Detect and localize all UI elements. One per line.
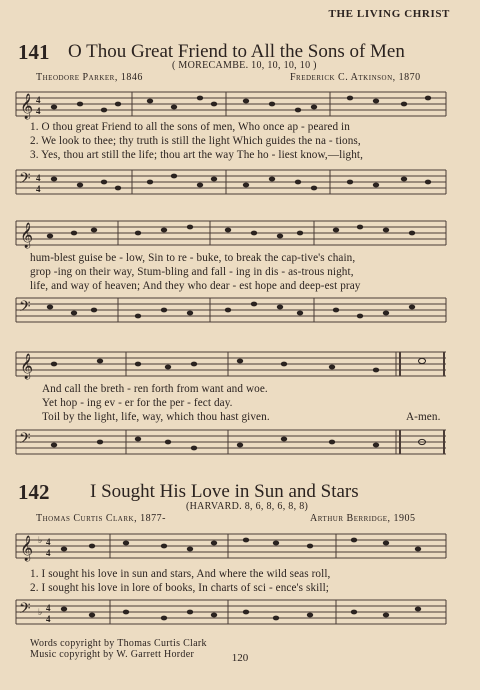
svg-text:4: 4	[46, 548, 51, 558]
svg-text:♭: ♭	[38, 535, 43, 545]
svg-text:𝄢: 𝄢	[19, 298, 31, 319]
composer-credit: Frederick C. Atkinson, 1870	[290, 72, 421, 83]
lyric-line: 1. O thou great Friend to all the sons of men, Who once ap - peared in	[30, 121, 350, 133]
page-number: 120	[231, 652, 249, 664]
svg-text:𝄞: 𝄞	[20, 223, 34, 248]
lyric-line: hum-blest guise be - low, Sin to re - buke, to break the cap-tive's chain,	[30, 252, 356, 264]
music-staff-treble	[14, 528, 448, 564]
svg-text:4: 4	[36, 106, 41, 116]
svg-text:𝄢: 𝄢	[19, 600, 31, 621]
hymn-number: 141	[18, 40, 50, 64]
words-copyright: Words copyright by Thomas Curtis Clark	[30, 638, 207, 649]
svg-text:4: 4	[46, 614, 51, 624]
lyric-line: And call the breth - ren forth from want and woe.	[42, 383, 268, 395]
author-credit: Thomas Curtis Clark, 1877-	[36, 513, 166, 524]
music-staff-bass	[14, 164, 448, 200]
svg-text:4: 4	[46, 603, 51, 613]
music-staff-bass	[14, 594, 448, 630]
lyric-line: 2. We look to thee; thy truth is still the light Which guides the na - tions,	[30, 135, 361, 147]
hymn-number: 142	[18, 480, 50, 504]
svg-text:𝄢: 𝄢	[19, 430, 31, 451]
author-credit: Theodore Parker, 1846	[36, 72, 143, 83]
music-staff-bass	[14, 292, 448, 328]
lyric-line: life, and way of heaven; And they who dear - est hope and deep-est pray	[30, 280, 361, 292]
running-title: THE LIVING CHRIST	[328, 8, 450, 20]
svg-text:4: 4	[36, 95, 41, 105]
hymn-title: O Thou Great Friend to All the Sons of Men	[68, 41, 405, 62]
tune-name: (HARVARD. 8, 6, 8, 6, 8, 8)	[186, 501, 309, 512]
svg-text:𝄞: 𝄞	[20, 354, 34, 379]
music-staff-treble	[14, 86, 448, 122]
svg-text:4: 4	[36, 173, 41, 183]
music-staff-bass	[14, 424, 448, 460]
svg-text:4: 4	[46, 537, 51, 547]
composer-credit: Arthur Berridge, 1905	[310, 513, 416, 524]
music-copyright: Music copyright by W. Garrett Horder	[30, 649, 195, 660]
lyric-line: 1. I sought his love in sun and stars, And where the wild seas roll,	[30, 568, 331, 580]
tune-name: ( MORECAMBE. 10, 10, 10, 10 )	[172, 60, 317, 71]
music-staff-treble	[14, 346, 448, 382]
music-staff-treble	[14, 215, 448, 251]
svg-text:4: 4	[36, 184, 41, 194]
amen-label: A-men.	[406, 411, 441, 423]
svg-text:𝄞: 𝄞	[20, 536, 34, 561]
lyric-line: 3. Yes, thou art still the life; thou art the way The ho - liest know,—light,	[30, 149, 364, 161]
lyric-line: 2. I sought his love in lore of books, In charts of sci - ence's skill;	[30, 582, 330, 594]
hymn-title: I Sought His Love in Sun and Stars	[90, 481, 359, 502]
lyric-line: grop -ing on their way, Stum-bling and fall - ing in dis - as-trous night,	[30, 266, 354, 278]
lyric-line: Toil by the light, life, way, which thou hast given.	[42, 411, 270, 423]
svg-text:𝄢: 𝄢	[19, 170, 31, 191]
lyric-line: Yet hop - ing ev - er for the per - fect day.	[42, 397, 233, 409]
svg-text:♭: ♭	[38, 607, 43, 617]
svg-text:𝄞: 𝄞	[20, 94, 34, 119]
